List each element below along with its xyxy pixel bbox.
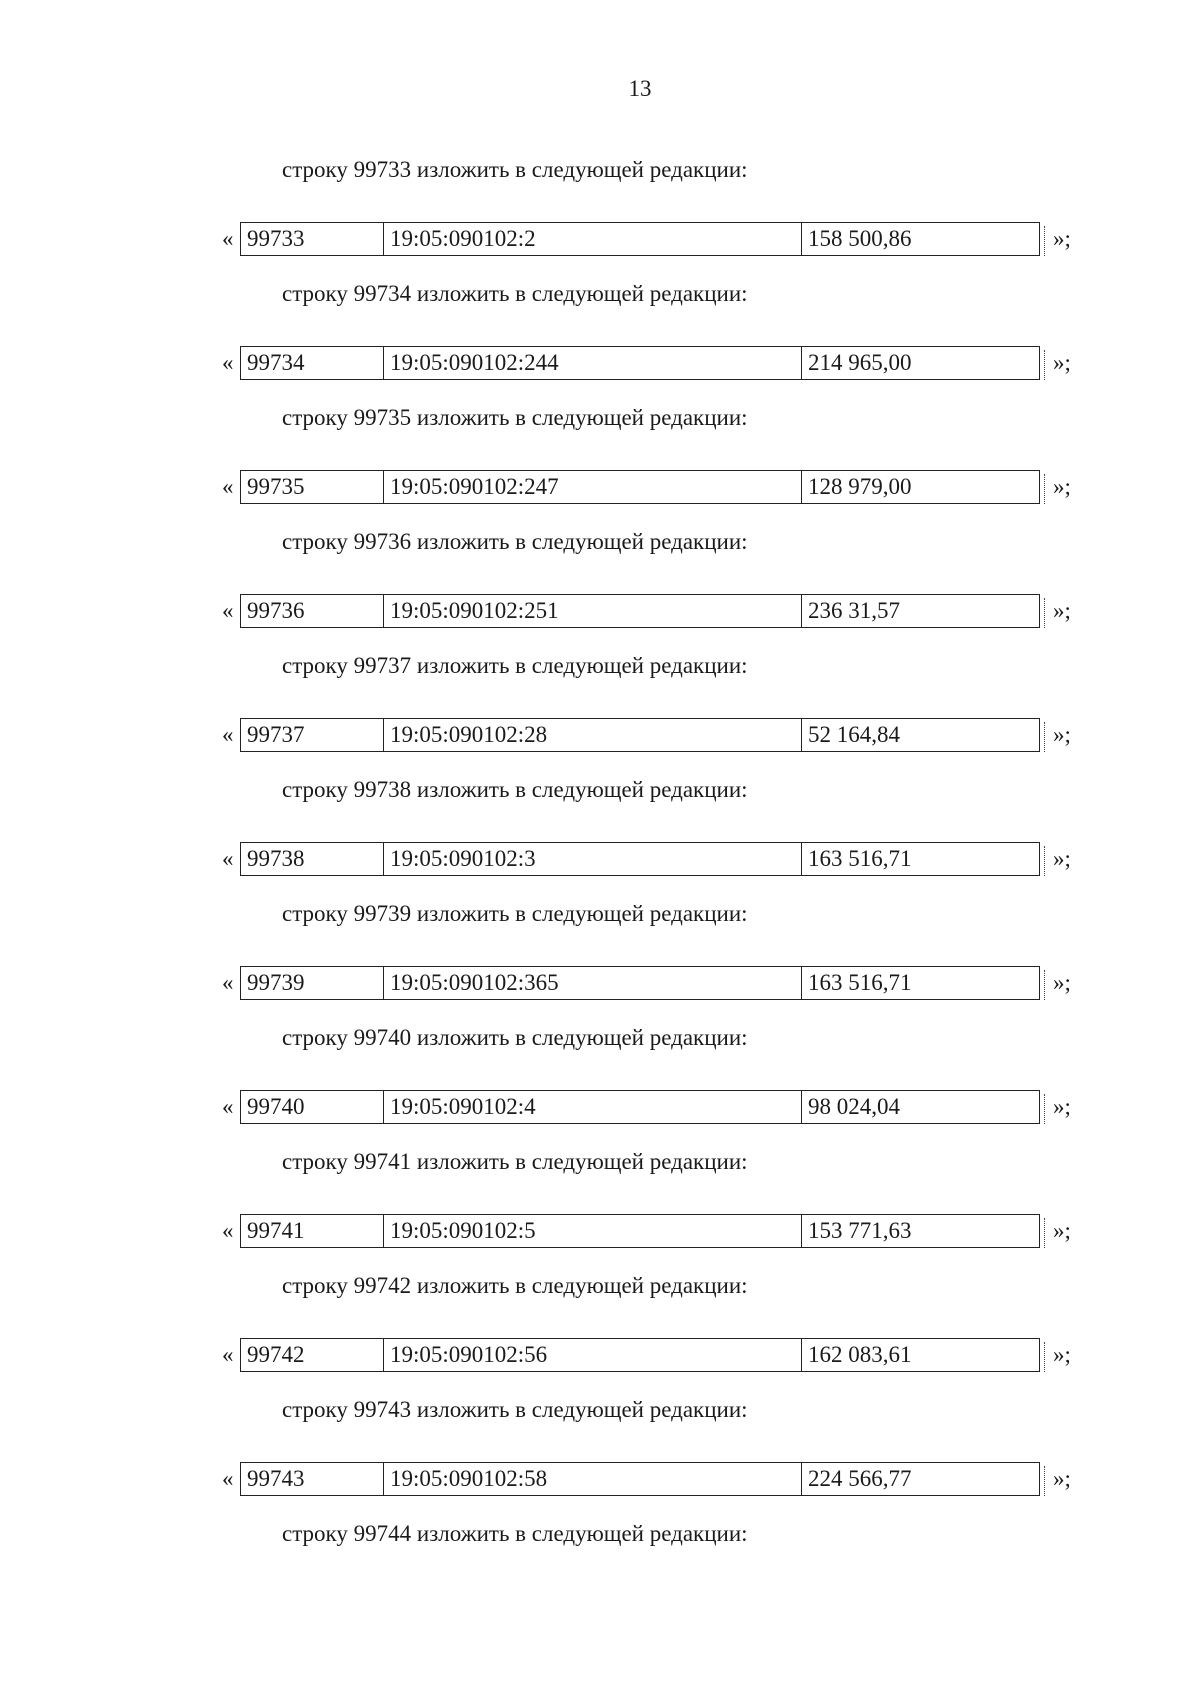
row-number-cell: 99738 — [241, 843, 384, 875]
closing-quote — [1044, 1338, 1071, 1372]
dotted-divider — [1044, 1094, 1045, 1124]
table-row — [240, 222, 1040, 256]
table-row — [240, 1090, 1040, 1124]
dotted-divider — [1044, 350, 1045, 380]
row-number-cell: 99743 — [241, 1463, 384, 1495]
cadastral-number-cell: 19:05:090102:56 — [384, 1339, 802, 1371]
cadastral-value-cell: 153 771,63 — [808, 1218, 912, 1243]
amendment-list — [0, 155, 1200, 1643]
table-row-quote — [222, 1462, 1072, 1496]
instruction-suffix: изложить в следующей редакции: — [416, 281, 748, 306]
amendment-instruction — [282, 651, 748, 681]
amendment-entry — [0, 279, 1200, 403]
instruction-suffix: изложить в следующей редакции: — [416, 1397, 748, 1422]
instruction-row-number: 99735 — [353, 405, 412, 430]
amendment-entry — [0, 155, 1200, 279]
dotted-divider — [1044, 1466, 1045, 1496]
instruction-suffix: изложить в следующей редакции: — [416, 405, 748, 430]
closing-quote — [1044, 718, 1071, 752]
cadastral-number-cell: 19:05:090102:251 — [384, 595, 802, 627]
amendment-instruction — [282, 527, 748, 557]
amendment-instruction — [282, 403, 748, 433]
closing-quote-text: »; — [1053, 722, 1071, 747]
instruction-suffix: изложить в следующей редакции: — [416, 1025, 748, 1050]
instruction-prefix: строку — [282, 157, 348, 182]
closing-quote — [1044, 346, 1071, 380]
table-row-quote — [222, 842, 1072, 876]
instruction-prefix: строку — [282, 901, 348, 926]
cadastral-number-cell: 19:05:090102:58 — [384, 1463, 802, 1495]
table-row — [240, 718, 1040, 752]
table-row — [240, 470, 1040, 504]
cadastral-number-cell: 19:05:090102:247 — [384, 471, 802, 503]
cadastral-number-cell: 19:05:090102:2 — [384, 223, 802, 255]
table-row — [240, 966, 1040, 1000]
page-number: 13 — [628, 76, 652, 101]
cadastral-value-cell: 236 31,57 — [808, 598, 900, 623]
closing-quote-text: »; — [1053, 846, 1071, 871]
instruction-prefix: строку — [282, 529, 348, 554]
instruction-row-number: 99744 — [353, 1521, 412, 1546]
cadastral-value-cell: 158 500,86 — [808, 226, 912, 251]
dotted-divider — [1044, 474, 1045, 504]
closing-quote-text: »; — [1053, 350, 1071, 375]
table-row — [240, 1214, 1040, 1248]
cadastral-value-cell: 224 566,77 — [808, 1466, 912, 1491]
instruction-prefix: строку — [282, 1397, 348, 1422]
instruction-prefix: строку — [282, 281, 348, 306]
closing-quote-text: »; — [1053, 970, 1071, 995]
dotted-divider — [1044, 598, 1045, 628]
instruction-row-number: 99740 — [353, 1025, 412, 1050]
table-row-quote — [222, 1214, 1072, 1248]
amendment-instruction — [282, 1147, 748, 1177]
closing-quote — [1044, 1214, 1071, 1248]
closing-quote-text: »; — [1053, 1218, 1071, 1243]
opening-quote: « — [222, 1342, 234, 1367]
table-row-quote — [222, 966, 1072, 1000]
row-number-cell: 99740 — [241, 1091, 384, 1123]
cadastral-number-cell: 19:05:090102:3 — [384, 843, 802, 875]
instruction-suffix: изложить в следующей редакции: — [416, 157, 748, 182]
instruction-row-number: 99733 — [353, 157, 412, 182]
instruction-row-number: 99739 — [353, 901, 412, 926]
instruction-suffix: изложить в следующей редакции: — [416, 1273, 748, 1298]
row-number-cell: 99734 — [241, 347, 384, 379]
opening-quote: « — [222, 1466, 234, 1491]
opening-quote: « — [222, 1218, 234, 1243]
amendment-instruction — [282, 1023, 748, 1053]
closing-quote-text: »; — [1053, 1466, 1071, 1491]
cadastral-number-cell: 19:05:090102:4 — [384, 1091, 802, 1123]
cadastral-value-cell: 128 979,00 — [808, 474, 912, 499]
closing-quote-text: »; — [1053, 598, 1071, 623]
instruction-suffix: изложить в следующей редакции: — [416, 653, 748, 678]
table-row — [240, 842, 1040, 876]
amendment-entry — [0, 775, 1200, 899]
row-number-cell: 99737 — [241, 719, 384, 751]
table-row — [240, 1462, 1040, 1496]
table-row — [240, 346, 1040, 380]
dotted-divider — [1044, 1218, 1045, 1248]
cadastral-value-cell: 52 164,84 — [808, 722, 900, 747]
opening-quote: « — [222, 846, 234, 871]
cadastral-number-cell: 19:05:090102:365 — [384, 967, 802, 999]
closing-quote — [1044, 470, 1071, 504]
opening-quote: « — [222, 1094, 234, 1119]
amendment-instruction — [282, 1395, 748, 1425]
closing-quote-text: »; — [1053, 474, 1071, 499]
instruction-row-number: 99734 — [353, 281, 412, 306]
instruction-prefix: строку — [282, 1521, 348, 1546]
instruction-row-number: 99743 — [353, 1397, 412, 1422]
cadastral-value-cell: 163 516,71 — [808, 970, 912, 995]
instruction-suffix: изложить в следующей редакции: — [416, 901, 748, 926]
amendment-instruction — [282, 155, 748, 185]
dotted-divider — [1044, 226, 1045, 256]
amendment-entry-final — [0, 1519, 1200, 1643]
opening-quote: « — [222, 722, 234, 747]
instruction-row-number: 99742 — [353, 1273, 412, 1298]
closing-quote — [1044, 1090, 1071, 1124]
dotted-divider — [1044, 970, 1045, 1000]
table-row-quote — [222, 718, 1072, 752]
table-row — [240, 594, 1040, 628]
cadastral-number-cell: 19:05:090102:5 — [384, 1215, 802, 1247]
amendment-entry — [0, 651, 1200, 775]
closing-quote-text: »; — [1053, 226, 1071, 251]
row-number-cell: 99736 — [241, 595, 384, 627]
closing-quote — [1044, 222, 1071, 256]
instruction-prefix: строку — [282, 1273, 348, 1298]
dotted-divider — [1044, 1342, 1045, 1372]
amendment-entry — [0, 899, 1200, 1023]
table-row-quote — [222, 222, 1072, 256]
instruction-prefix: строку — [282, 1149, 348, 1174]
instruction-prefix: строку — [282, 653, 348, 678]
instruction-suffix: изложить в следующей редакции: — [416, 529, 748, 554]
amendment-entry — [0, 403, 1200, 527]
amendment-instruction — [282, 775, 748, 805]
cadastral-value-cell: 214 965,00 — [808, 350, 912, 375]
amendment-entry — [0, 1023, 1200, 1147]
row-number-cell: 99733 — [241, 223, 384, 255]
closing-quote-text: »; — [1053, 1342, 1071, 1367]
opening-quote: « — [222, 598, 234, 623]
instruction-prefix: строку — [282, 1025, 348, 1050]
table-row-quote — [222, 470, 1072, 504]
cadastral-value-cell: 98 024,04 — [808, 1094, 900, 1119]
instruction-prefix: строку — [282, 405, 348, 430]
instruction-suffix: изложить в следующей редакции: — [416, 777, 748, 802]
instruction-row-number: 99736 — [353, 529, 412, 554]
amendment-entry — [0, 1395, 1200, 1519]
table-row-quote — [222, 1090, 1072, 1124]
dotted-divider — [1044, 846, 1045, 876]
row-number-cell: 99741 — [241, 1215, 384, 1247]
closing-quote — [1044, 966, 1071, 1000]
opening-quote: « — [222, 474, 234, 499]
table-row-quote — [222, 594, 1072, 628]
amendment-instruction — [282, 1519, 748, 1549]
table-row-quote — [222, 1338, 1072, 1372]
amendment-instruction — [282, 1271, 748, 1301]
instruction-row-number: 99737 — [353, 653, 412, 678]
amendment-entry — [0, 527, 1200, 651]
instruction-suffix: изложить в следующей редакции: — [416, 1149, 748, 1174]
closing-quote — [1044, 594, 1071, 628]
amendment-entry — [0, 1147, 1200, 1271]
amendment-instruction — [282, 279, 748, 309]
table-row-quote — [222, 346, 1072, 380]
instruction-row-number: 99738 — [353, 777, 412, 802]
instruction-row-number: 99741 — [353, 1149, 412, 1174]
amendment-instruction — [282, 899, 748, 929]
cadastral-number-cell: 19:05:090102:244 — [384, 347, 802, 379]
cadastral-number-cell: 19:05:090102:28 — [384, 719, 802, 751]
closing-quote-text: »; — [1053, 1094, 1071, 1119]
instruction-suffix: изложить в следующей редакции: — [416, 1521, 748, 1546]
closing-quote — [1044, 1462, 1071, 1496]
opening-quote: « — [222, 350, 234, 375]
instruction-prefix: строку — [282, 777, 348, 802]
dotted-divider — [1044, 722, 1045, 752]
closing-quote — [1044, 842, 1071, 876]
cadastral-value-cell: 163 516,71 — [808, 846, 912, 871]
cadastral-value-cell: 162 083,61 — [808, 1342, 912, 1367]
opening-quote: « — [222, 226, 234, 251]
amendment-entry — [0, 1271, 1200, 1395]
row-number-cell: 99739 — [241, 967, 384, 999]
row-number-cell: 99742 — [241, 1339, 384, 1371]
opening-quote: « — [222, 970, 234, 995]
table-row — [240, 1338, 1040, 1372]
row-number-cell: 99735 — [241, 471, 384, 503]
